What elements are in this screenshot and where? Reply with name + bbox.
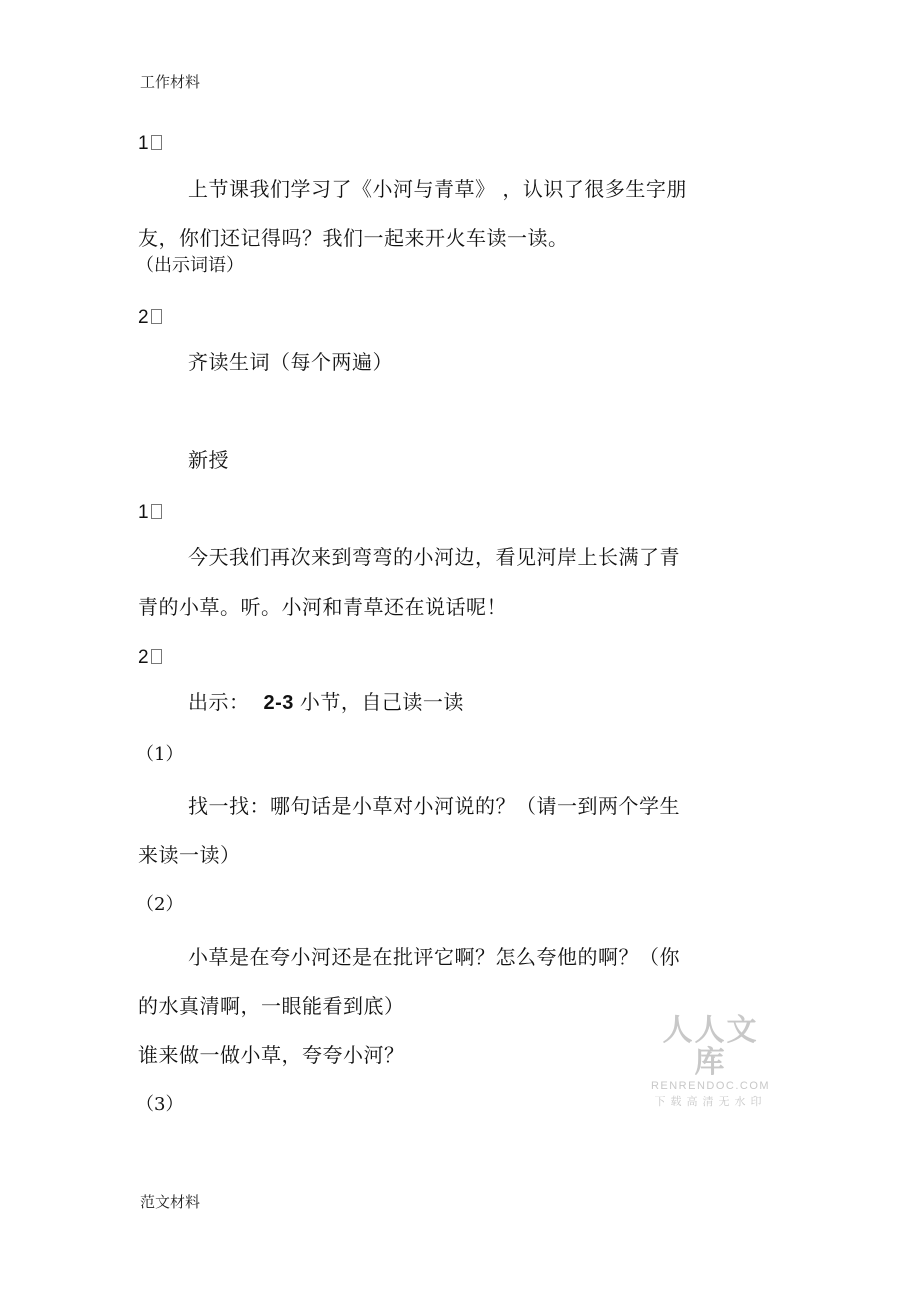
paragraph-line: （出示词语）: [136, 255, 244, 276]
page-header: 工作材料: [140, 73, 201, 91]
paragraph-line: 齐读生词（每个两遍）: [188, 350, 393, 374]
missing-glyph-box: [151, 135, 162, 150]
paragraph-line: 找一找：哪句话是小草对小河说的？（请一到两个学生: [188, 794, 680, 818]
watermark-caption: 下载高清无水印: [654, 1095, 767, 1108]
section-number: [138, 134, 162, 153]
paragraph-line: 谁来做一做小草，夸夸小河？: [138, 1043, 405, 1067]
section-number-label: 1: [138, 133, 149, 154]
section-number: [138, 648, 162, 667]
paragraph-line: 上节课我们学习了《小河与青草》 ，认识了很多生字朋: [188, 177, 687, 201]
missing-glyph-box: [151, 309, 162, 324]
question-label: （3）: [136, 1094, 184, 1115]
paragraph-line: 小草是在夸小河还是在批评它啊？怎么夸他的啊？（你: [188, 945, 680, 969]
section-number-label: 2: [138, 647, 149, 668]
paragraph-line: [188, 692, 464, 713]
paragraph-line: 今天我们再次来到弯弯的小河边，看见河岸上长满了青: [188, 545, 680, 569]
section-number: [138, 503, 162, 522]
page-footer: 范文材料: [140, 1193, 201, 1211]
section-number-label: 2: [138, 307, 149, 328]
watermark-logo: [648, 1015, 773, 1110]
watermark-title: 人人文库: [662, 1013, 759, 1080]
section-number: [138, 308, 162, 327]
paragraph-line: 青的小草。听。小河和青草还在说话呢！: [138, 595, 507, 619]
section-heading: 新授: [188, 448, 229, 472]
section-range: 2-3: [263, 692, 294, 714]
show-prefix: 出示：: [188, 690, 250, 714]
watermark-site: RENRENDOC.COM: [650, 1080, 771, 1092]
section-number-label: 1: [138, 502, 149, 523]
question-label: （1）: [136, 744, 184, 765]
paragraph-line: 友，你们还记得吗？我们一起来开火车读一读。: [138, 226, 569, 250]
show-suffix: 小节，自己读一读: [299, 690, 464, 714]
question-label: （2）: [136, 894, 184, 915]
missing-glyph-box: [151, 649, 162, 664]
paragraph-line: 的水真清啊，一眼能看到底）: [138, 994, 405, 1018]
missing-glyph-box: [151, 504, 162, 519]
paragraph-line: 来读一读）: [138, 843, 241, 867]
